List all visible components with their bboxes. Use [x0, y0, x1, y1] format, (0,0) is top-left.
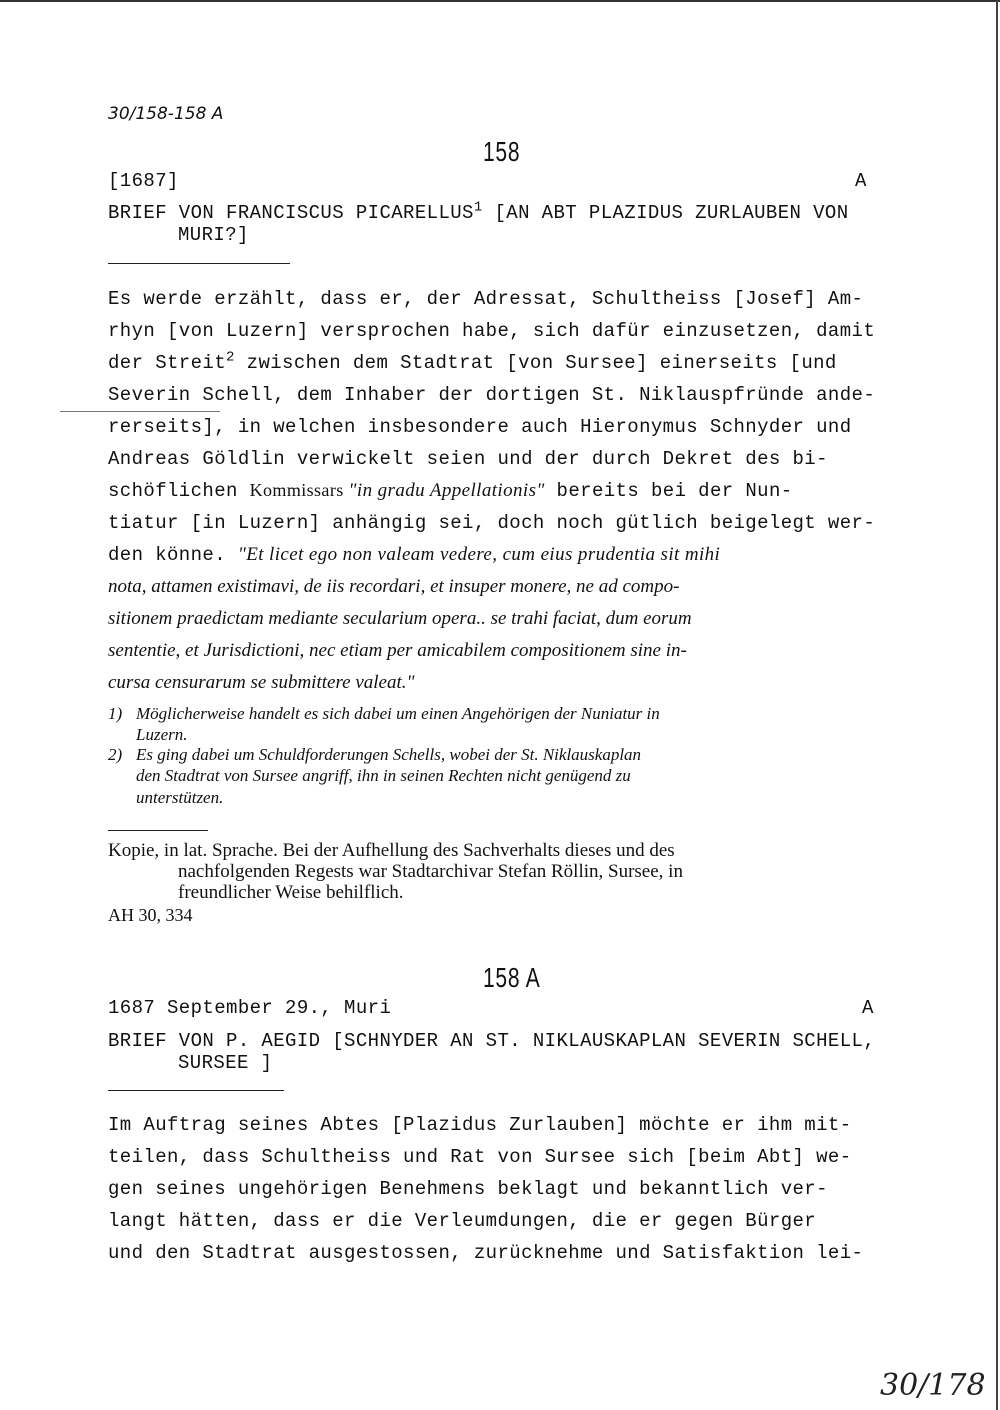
- title-divider: [108, 1090, 284, 1091]
- footnote-2: Es ging dabei um Schuldforderungen Schells, wobei der St. Niklauskaplan: [136, 745, 642, 764]
- text-span: schöflichen: [108, 480, 250, 502]
- entry-letter-158a: A: [862, 997, 874, 1019]
- footnote-divider: [108, 830, 208, 831]
- body-line: [108, 544, 720, 566]
- text-span: der Streit: [108, 352, 227, 374]
- latin-line: nota, attamen existimavi, de iis recordari, et insuper monere, ne ad compo-: [108, 576, 680, 597]
- body-line: Es werde erzählt, dass er, der Adressat, Schultheiss [Josef] Am-: [108, 288, 864, 310]
- body-line: [108, 480, 793, 502]
- entry-number-158: 158: [483, 136, 521, 167]
- body-line: teilen, dass Schultheiss und Rat von Sursee sich [beim Abt] we-: [108, 1146, 852, 1168]
- title-part: BRIEF VON FRANCISCUS PICARELLUS: [108, 202, 474, 224]
- body-line: Andreas Göldlin verwickelt seien und der durch Dekret des bi-: [108, 448, 828, 470]
- footnote-1: Möglicherweise handelt es sich dabei um einen Angehörigen der Nuniatur in: [136, 704, 660, 723]
- body-line: langt hätten, dass er die Verleumdungen, die er gegen Bürger: [108, 1210, 817, 1232]
- footnote-2-label: 2): [108, 745, 123, 764]
- entry-title-158: [108, 199, 849, 224]
- source-note-cont: nachfolgenden Regests war Stadtarchivar Stefan Röllin, Sursee, in: [178, 861, 683, 882]
- footnote-1-label: 1): [108, 704, 123, 723]
- text-span: den könne.: [108, 544, 238, 566]
- margin-scribble: [60, 411, 220, 412]
- body-line: rhyn [von Luzern] versprochen habe, sich dafür einzusetzen, damit: [108, 320, 876, 342]
- footnote-ref-1: 1: [473, 199, 483, 216]
- latin-quote: "Et licet ego non valeam vedere, cum eius prudentia sit mihi: [237, 544, 721, 565]
- body-line: gen seines ungehörigen Benehmens beklagt und bekanntlich ver-: [108, 1178, 828, 1200]
- body-line: und den Stadtrat ausgestossen, zurücknehme und Satisfaktion lei-: [108, 1242, 864, 1264]
- page-edge-right: [996, 0, 998, 1410]
- latin-quote: "in gradu Appellationis": [348, 480, 545, 501]
- entry-date-158: [1687]: [108, 170, 179, 192]
- latin-line: sitionem praedictam mediante secularium opera.. se trahi faciat, dum eorum: [108, 608, 692, 629]
- footnote-1-cont: Luzern.: [136, 725, 188, 744]
- text-span: Kommissars: [249, 480, 349, 500]
- text-span: bereits bei der Nun-: [544, 480, 793, 502]
- footnote-ref-2: 2: [226, 349, 235, 366]
- page-edge-top: [0, 0, 1000, 2]
- handwritten-page-number: 30/178: [880, 1368, 986, 1403]
- body-line: [108, 349, 837, 374]
- entry-title-158a: BRIEF VON P. AEGID [SCHNYDER AN ST. NIKLAUSKAPLAN SEVERIN SCHELL,: [108, 1030, 876, 1052]
- title-divider: [108, 263, 290, 264]
- body-line: tiatur [in Luzern] anhängig sei, doch noch gütlich beigelegt wer-: [108, 512, 876, 534]
- text-span: zwischen dem Stadtrat [von Sursee] einerseits [und: [234, 352, 837, 374]
- body-line: rerseits], in welchen insbesondere auch Hieronymus Schnyder und: [108, 416, 852, 438]
- entry-title-158-line2: MURI?]: [178, 224, 249, 246]
- entry-title-158a-line2: SURSEE ]: [178, 1052, 273, 1074]
- entry-letter-158: A: [855, 170, 867, 192]
- body-line: Severin Schell, dem Inhaber der dortigen St. Niklauspfründe ande-: [108, 384, 876, 406]
- footnote-2-cont: den Stadtrat von Sursee angriff, ihn in seinen Rechten nicht genügend zu: [136, 766, 631, 785]
- archive-reference: AH 30, 334: [108, 905, 193, 925]
- title-part: [AN ABT PLAZIDUS ZURLAUBEN VON: [482, 202, 849, 224]
- latin-line: sententie, et Jurisdictioni, nec etiam per amicabilem compositionem sine in-: [108, 640, 687, 661]
- body-line: Im Auftrag seines Abtes [Plazidus Zurlauben] möchte er ihm mit-: [108, 1114, 852, 1136]
- latin-line: cursa censurarum se submittere valeat.": [108, 672, 415, 693]
- source-note: Kopie, in lat. Sprache. Bei der Aufhellung des Sachverhalts dieses und des: [108, 840, 675, 861]
- footnote-2-cont: unterstützen.: [136, 788, 224, 807]
- source-note-cont: freundlicher Weise behilflich.: [178, 882, 404, 903]
- header-reference: 30/158-158 A: [108, 104, 224, 124]
- entry-date-158a: 1687 September 29., Muri: [108, 997, 392, 1019]
- entry-number-158a: 158 A: [483, 962, 541, 993]
